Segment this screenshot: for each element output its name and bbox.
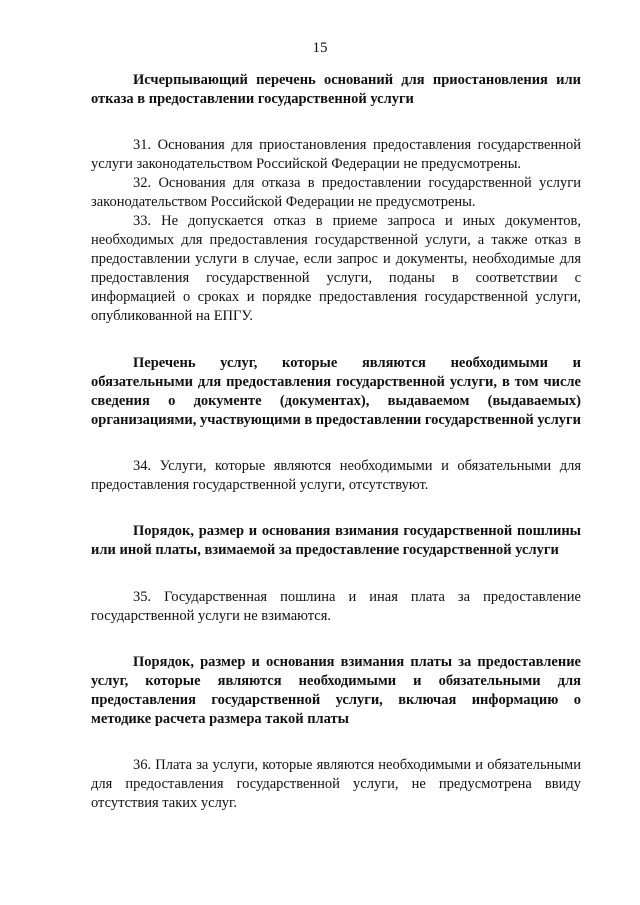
section-heading: Порядок, размер и основания взимания государственной пошлины или иной платы, взимаемой за предоставление государственной услуги bbox=[91, 523, 581, 558]
section-state-duty bbox=[91, 522, 581, 626]
paragraph-36: 36. Плата за услуги, которые являются необходимыми и обязательными для предоставления государственной услуги, не предусмотрена ввиду отсутствия таких услуг. bbox=[91, 757, 581, 811]
paragraph-31: 31. Основания для приостановления предоставления государственной услуги законодательством Российской Федерации не предусмотрены. bbox=[91, 137, 581, 172]
paragraph-34: 34. Услуги, которые являются необходимыми и обязательными для предоставления государственной услуги, отсутствуют. bbox=[91, 458, 581, 493]
section-heading: Порядок, размер и основания взимания платы за предоставление услуг, которые являются необходимыми и обязательными для предоставления государственной услуги, включая информацию о методике расчета размера такой платы bbox=[91, 654, 581, 727]
page-content bbox=[91, 66, 581, 813]
section-necessary-services bbox=[91, 354, 581, 495]
paragraph-32: 32. Основания для отказа в предоставлении государственной услуги законодательством Российской Федерации не предусмотрены. bbox=[91, 175, 581, 210]
page-number: 15 bbox=[312, 40, 328, 56]
section-heading: Исчерпывающий перечень оснований для приостановления или отказа в предоставлении государственной услуги bbox=[91, 72, 581, 107]
section-heading: Перечень услуг, которые являются необходимыми и обязательными для предоставления государственной услуги, в том числе сведения о документе (документах), выдаваемом (выдаваемых) организациями, участвующими в предоставлении государственной услуги bbox=[91, 355, 581, 428]
paragraph-35: 35. Государственная пошлина и иная плата за предоставление государственной услуги не взимаются. bbox=[91, 589, 581, 624]
section-grounds-suspension-refusal bbox=[91, 71, 581, 326]
paragraph-33: 33. Не допускается отказ в приеме запроса и иных документов, необходимых для предоставления государственной услуги, а также отказ в предоставлении услуги в случае, если запрос и документы, необходимые для предоставления государственной услуги, поданы в соответствии с информацией о сроках и порядке предоставления государственной услуги, опубликованной на ЕПГУ. bbox=[91, 213, 581, 324]
section-fee-for-necessary-services bbox=[91, 653, 581, 813]
